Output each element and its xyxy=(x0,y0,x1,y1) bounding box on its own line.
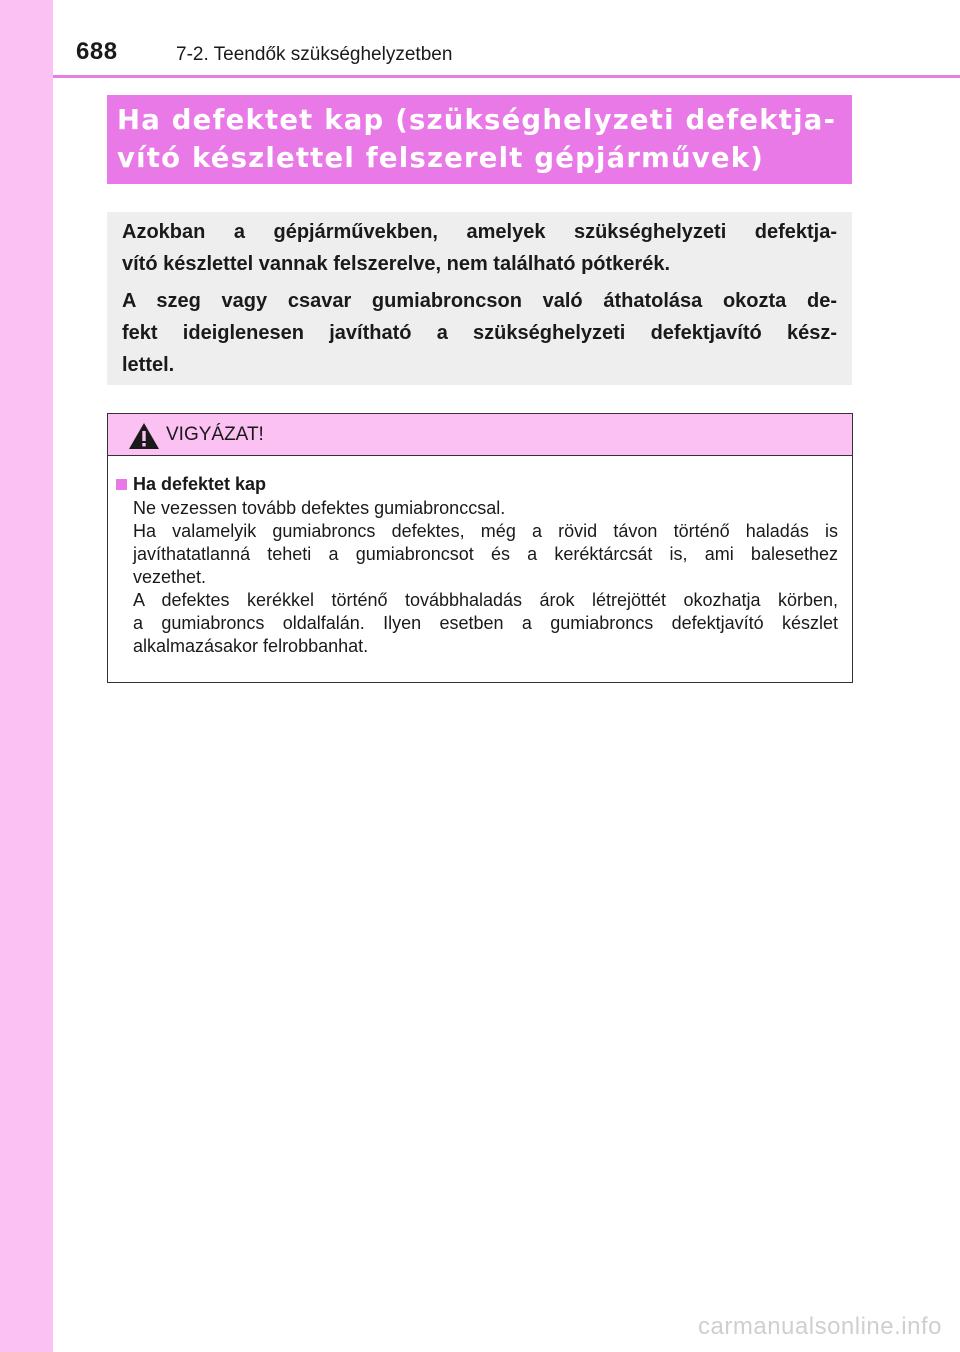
header-divider xyxy=(53,75,960,78)
warning-item-heading xyxy=(116,471,838,497)
intro-paragraph-1 xyxy=(122,216,837,248)
warning-box xyxy=(107,413,853,683)
square-bullet-icon xyxy=(116,479,127,490)
intro-paragraph-1-cont xyxy=(122,248,837,280)
watermark: carmanualsonline.info xyxy=(698,1313,942,1340)
warning-line-5: A defektes kerékkel történő továbbhaladás árok létrejöttét okozhatja körben, xyxy=(133,590,838,610)
intro-paragraph-2 xyxy=(122,285,837,317)
warning-text xyxy=(133,497,838,658)
intro-box xyxy=(107,212,852,385)
intro-paragraph-2-end xyxy=(122,349,837,381)
section-title: 7-2. Teendők szükséghelyzetben xyxy=(176,44,453,65)
warning-label: VIGYÁZAT! xyxy=(166,424,264,445)
warning-line-2: Ha valamelyik gumiabroncs defektes, még a rövid távon történő haladás is xyxy=(133,521,838,541)
intro-p2-line-3: lettel. xyxy=(122,354,175,376)
title-line-1: Ha defektet kap (szükséghelyzeti defektja- xyxy=(117,104,837,136)
title-line-2: vító készlettel felszerelt gépjárművek) xyxy=(117,142,765,174)
warning-line-6: a gumiabroncs oldalfalán. Ilyen esetben a gumiabroncs defektjavító készlet xyxy=(133,613,838,633)
warning-line-3: javíthatatlanná teheti a gumiabroncsot és a keréktárcsát is, ami balesethez xyxy=(133,544,838,564)
intro-paragraph-2-cont xyxy=(122,317,837,349)
warning-item-title: Ha defektet kap xyxy=(133,473,267,494)
intro-p2-line-2: fekt ideiglenesen javítható a szükséghelyzeti defektjavító kész- xyxy=(122,322,837,344)
warning-triangle-icon xyxy=(128,422,160,450)
page-number: 688 xyxy=(76,38,118,65)
warning-header xyxy=(108,414,852,456)
title-banner xyxy=(107,95,852,184)
warning-line-7: alkalmazásakor felrobbanhat. xyxy=(133,636,369,656)
warning-line-1: Ne vezessen tovább defektes gumiabronccsal. xyxy=(133,498,506,518)
intro-p1-line-1: Azokban a gépjárművekben, amelyek szükséghelyzeti defektja- xyxy=(122,221,837,243)
intro-p2-line-1: A szeg vagy csavar gumiabroncson való áthatolása okozta de- xyxy=(122,290,837,312)
page-title xyxy=(117,101,842,177)
warning-line-4: vezethet. xyxy=(133,567,207,587)
warning-body xyxy=(108,456,852,658)
side-color-strip xyxy=(0,0,53,1352)
intro-p1-line-2: vító készlettel vannak felszerelve, nem található pótkerék. xyxy=(122,253,671,275)
